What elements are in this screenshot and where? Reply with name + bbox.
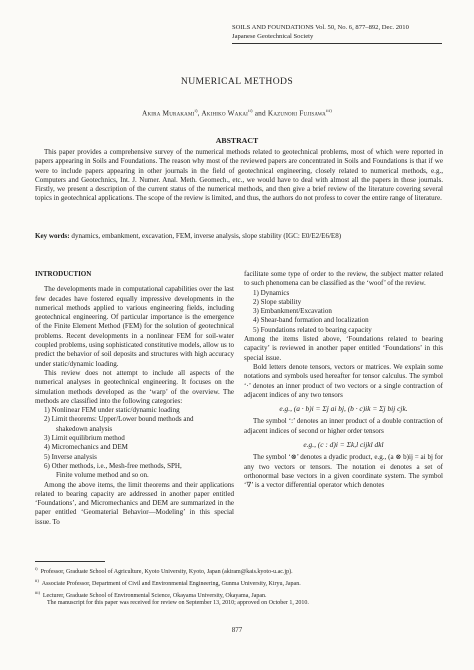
footnote-mark: ii) [35,577,39,583]
list-item: 3) Embankment/Excavation [253,307,332,316]
footnote-text: Professor, Graduate School of Agriculture, Kyoto University, Kyoto, Japan (akiram@kais.kyoto-u.ac.jp). [40,569,293,575]
body-paragraph: The developments made in computational capabilities over the last few decades have fostered equally impressive developments in the numerical methods applied to various engineering fields, including geotechnical engineering. Of particular importance is the emergence of the Finite Element Method (FEM) for the solution of geotechnical problems. Recent developments in a nonlinear FEM for soil-water coupled problems, using sophisticated constitutive models, allow us to predict the behavior of soil deposits and structures with high accuracy under static/dynamic loading. [35,285,234,368]
body-paragraph: Bold letters denote tensors, vectors or matrices. We explain some notations and symbols used hereafter for tensor calculus. The symbol ‘·’ denotes an inner product of two vectors or a single contraction of adjacent indices of any two tensors [244,362,443,399]
header-rule [232,43,442,44]
list-item: 5) Inverse analysis [44,452,97,461]
author-name: Akira Murakami [142,108,195,118]
equation-double-contraction: e.g., (c : d)i = Σk,l cijkl dkl [303,440,384,450]
footnote-mark: i) [35,566,38,571]
body-paragraph: Among the items listed above, ‘Foundations related to bearing capacity’ is reviewed in another paper entitled ‘Foundations’ in this special issue. [244,335,443,362]
footnote [35,589,455,601]
footnote [35,565,455,577]
body-paragraph: Among the above items, the limit theorems and their applications related to bearing capacity are addressed in another paper entitled ‘Foundations’, and Micromechanics and DEM are summarized in the paper entitled ‘Geomaterial Behavior—Modeling’ in this special issue. To [35,480,234,526]
journal-header [232,24,442,44]
author-name: Kazunori Fujisawa [267,108,326,118]
body-paragraph: facilitate some type of order to the review, the subject matter related to such phenomena can be classified as the ‘woof’ of the review. [244,270,443,288]
author-mark: iii) [325,108,332,113]
phenomena-list [244,289,443,335]
keywords [35,232,443,241]
author-name: Akihiko Wakai [201,108,249,118]
list-item: 4) Shear-band formation and localization [253,316,369,325]
list-item: 2) Limit theorems: Upper/Lower bound methods and [44,415,194,424]
right-column [244,270,443,491]
footnote [35,577,455,589]
keywords-label: Key words: [35,232,70,240]
footnotes [35,565,455,608]
journal-line-1: SOILS AND FOUNDATIONS Vol. 50, No. 6, 877–892, Dec. 2010 [232,24,409,31]
author-mark: i) [194,108,198,113]
list-item: shakedown analysis [56,424,113,433]
page-number: 877 [231,626,243,634]
list-item: 4) Micromechanics and DEM [44,443,128,452]
section-heading-introduction: INTRODUCTION [35,270,92,278]
list-item: 2) Slope stability [253,297,302,306]
footnote-text: Associate Professor, Department of Civil and Environmental Engineering, Gunma University, Kiryu, Japan. [41,580,301,587]
list-item: 5) Foundations related to bearing capacity [253,325,372,334]
journal-line-2: Japanese Geotechnical Society [232,32,314,40]
abstract-paragraph: This paper provides a comprehensive survey of the numerical methods related to geotechnical problems, most of which were reported in papers appearing in Soils and Foundations. The reason why most of the reviewed papers are concentrated in Soils and Foundations is that if we were to include papers appearing in other journals in the field of geotechnical engineering, closely related to numerical methods, e.g., Computers and Geotechnics, Int. J. Numer. Anal. Meth. Geomech., etc., we would have to deal with almost all the papers in those journals. Firstly, we present a description of the current status of the numerical methods, and then give a brief review of the literature covering several topics in geotechnical applications. The scope of the review is limited, and thus, the authors do not profess to cover the entire range of literature. [35,148,443,203]
footnote-text: The manuscript for this paper was received for review on September 13, 2010; approved on October 1, 2010. [47,600,309,607]
list-item: 1) Dynamics [253,288,290,297]
author-line: Akira Murakami$^{i)}$, Akihiko Wakai$^{ii)}$ and Kazunori Fujisawa$^{iii)}$ [142,108,332,118]
abstract-heading: ABSTRACT [215,136,259,145]
footnote [35,600,455,608]
footnote-mark: iii) [35,589,40,595]
author-mark: ii) [248,108,253,113]
body-paragraph: The symbol ‘:’ denotes an inner product of a double contraction of adjacent indices of second or higher order tensors [244,417,443,435]
footnote-text: Lecturer, Graduate School of Environmental Science, Okayama University, Okayama, Japan. [42,592,267,599]
list-item: Finite volume method and so on. [56,471,149,480]
method-list [35,406,234,480]
footnote-rule [35,561,105,562]
keywords-text: dynamics, embankment, excavation, FEM, inverse analysis, slope stability (IGC: E0/E2/E6/E8) [71,232,342,240]
body-paragraph: This review does not attempt to include all aspects of the numerical analyses in geotechnical engineering. It focuses on the simulation methods developed as the ‘warp’ of the overview. The methods are classified into the following categories: [35,368,234,405]
body-paragraph: The symbol ‘⊗’ denotes a dyadic product, e.g., (a ⊗ b)ij = ai bj for any two vectors or tensors. The notation ei denotes a set of orthonormal base vectors in a given coordinate system. The symbol ‘∇’ is a vector differential operator which denotes [244,453,443,490]
list-item: 1) Nonlinear FEM under static/dynamic loading [44,406,180,415]
left-column [35,270,234,527]
list-item: 6) Other methods, i.e., Mesh-free methods, SPH, [44,461,182,470]
authors-and: and [254,108,266,118]
abstract-body [35,148,443,204]
equation-inner-product: e.g., (a · b)i = Σj ai bj, (b · c)ik = Σj bij cjk. [279,404,408,414]
paper-title: NUMERICAL METHODS [180,76,294,87]
list-item: 3) Limit equilibrium method [44,434,125,443]
